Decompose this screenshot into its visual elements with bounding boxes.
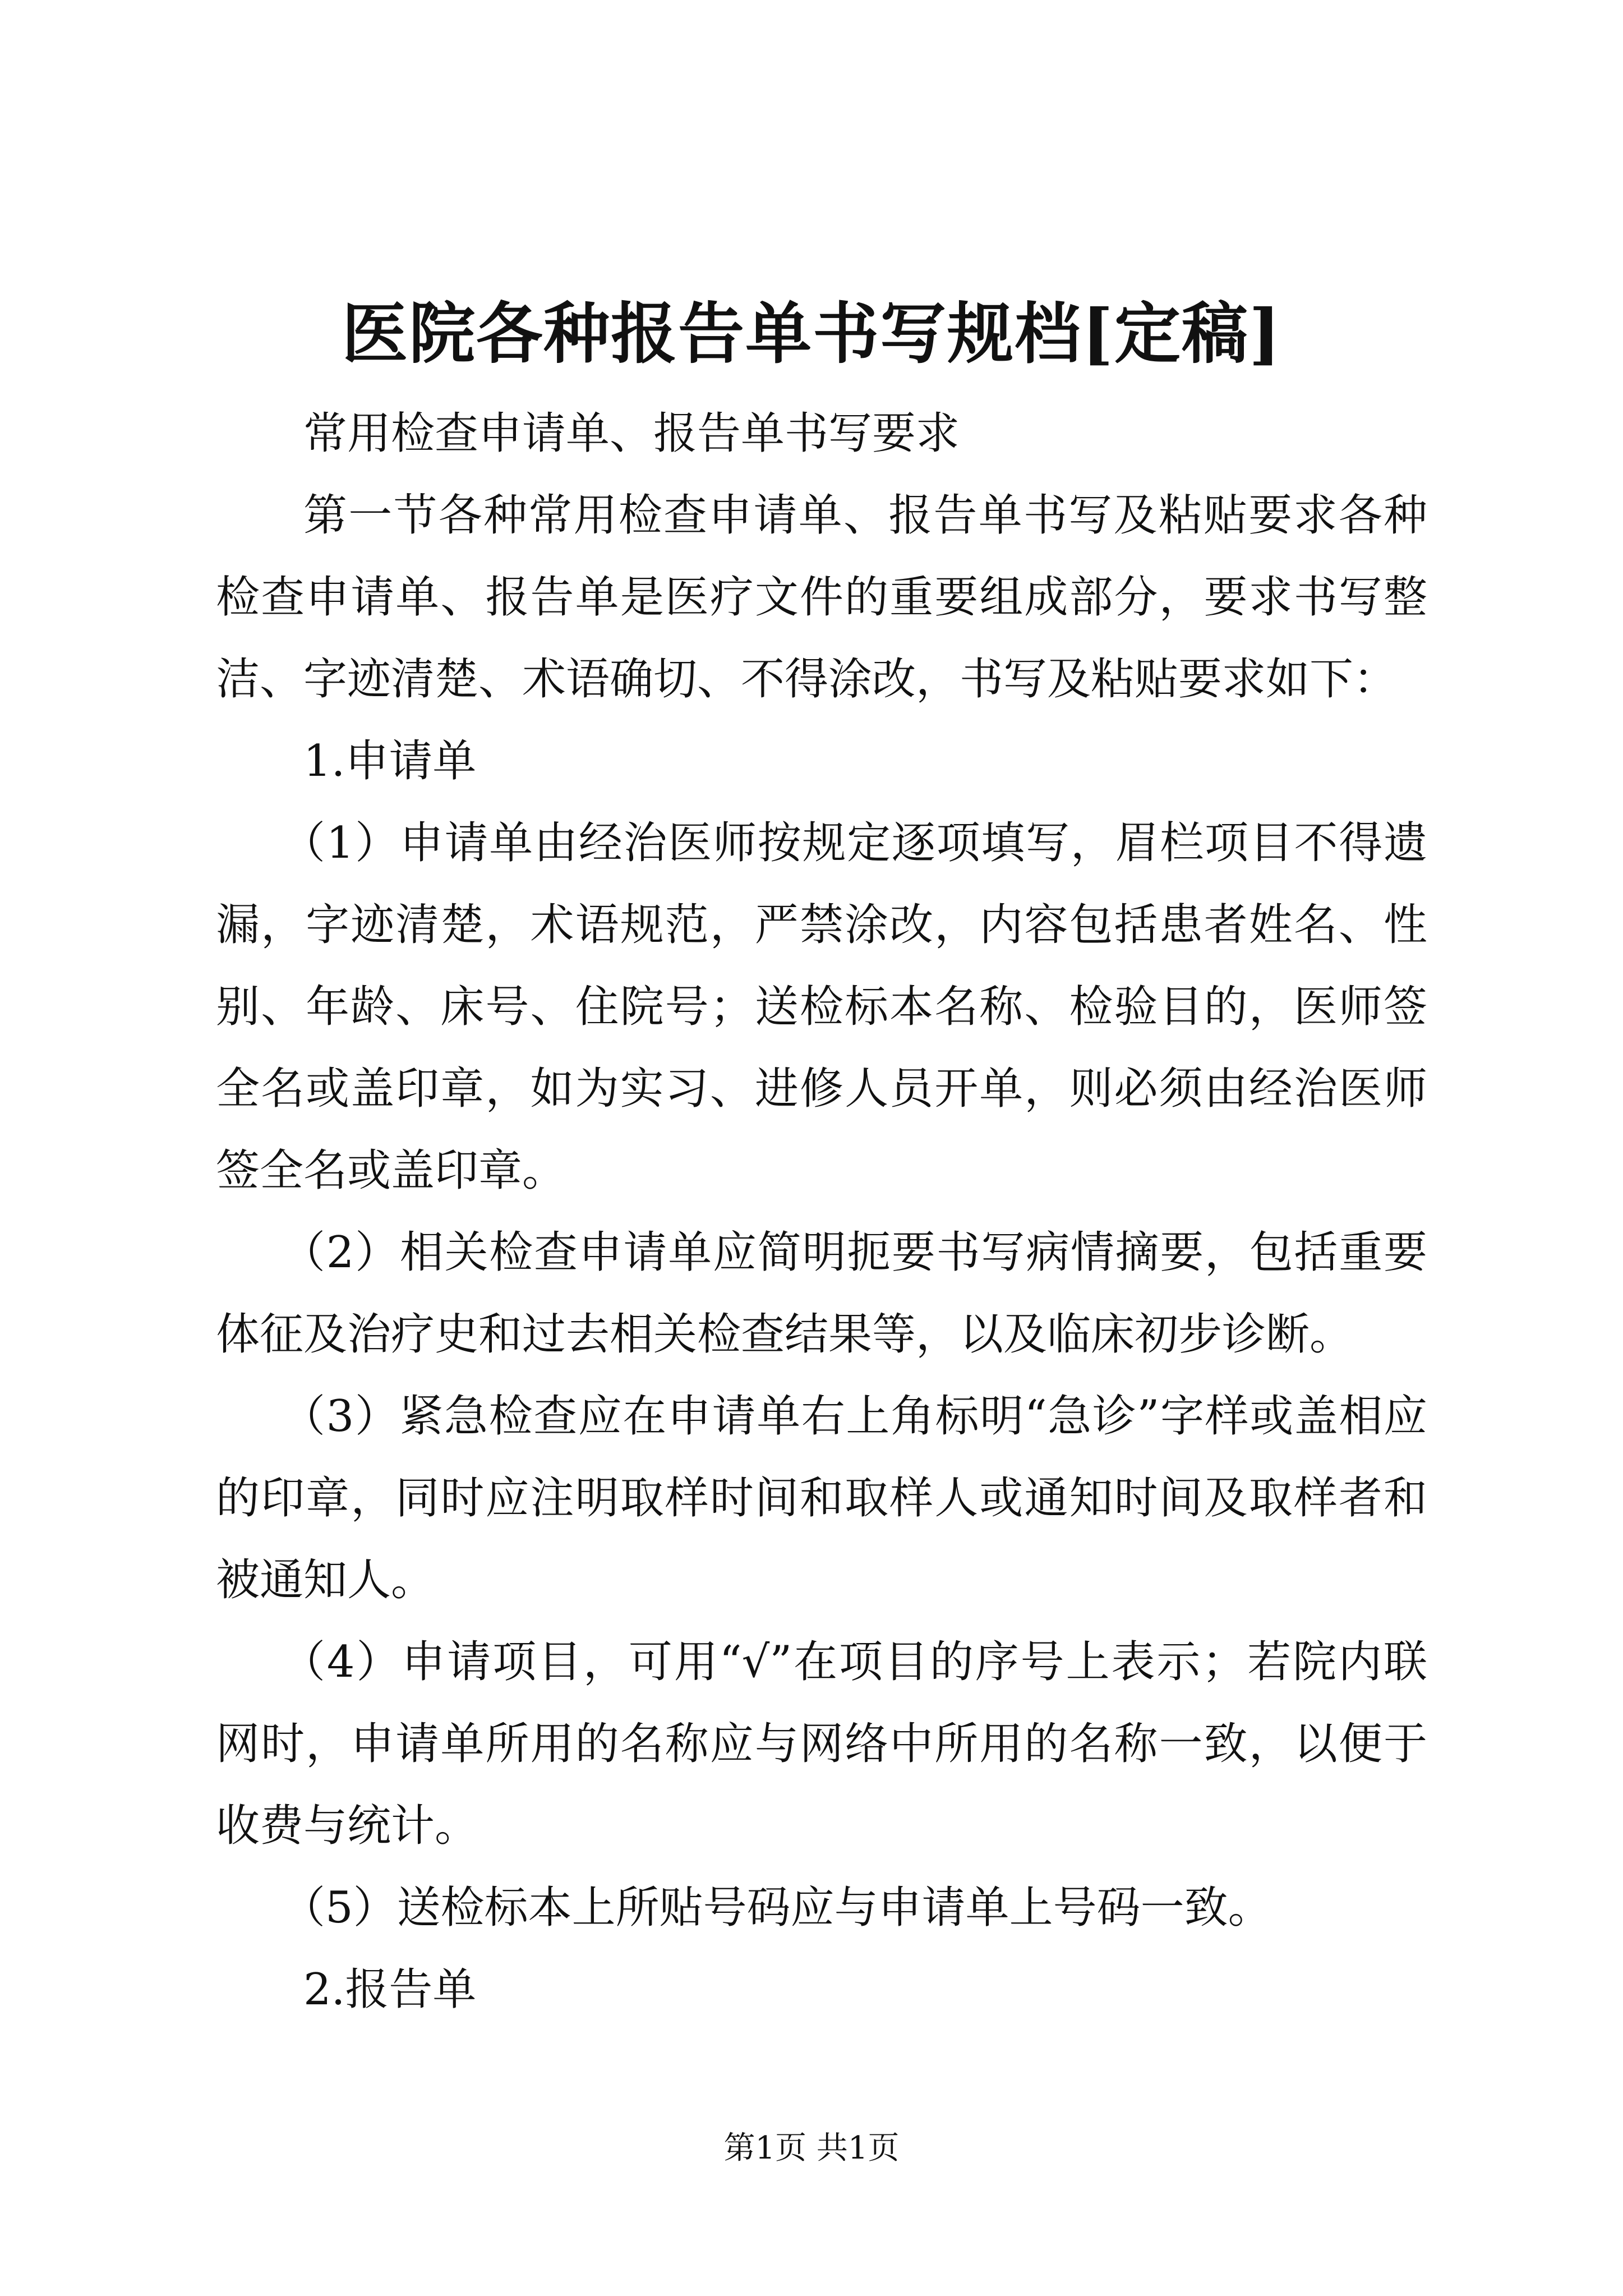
paragraph-item-5: （5）送检标本上所贴号码应与申请单上号码一致。 [282, 1883, 1272, 1933]
subheading-report-form: 2.报告单 [303, 1964, 477, 2015]
document-body [216, 393, 1427, 2031]
paragraph-item-4: （4）申请项目，可用“√”在项目的序号上表示；若院内联网时，申请单所用的名称应与网络中所用的名称一致，以便于收费与统计。 [216, 1637, 1427, 1851]
section-heading: 常用检查申请单、报告单书写要求 [303, 408, 960, 459]
paragraph-intro: 第一节各种常用检查申请单、报告单书写及粘贴要求各种检查申请单、报告单是医疗文件的重要组成部分，要求书写整洁、字迹清楚、术语确切、不得涂改，书写及粘贴要求如下： [216, 490, 1427, 705]
paragraph-item-3: （3）紧急检查应在申请单右上角标明“急诊”字样或盖相应的印章，同时应注明取样时间和取样人或通知时间及取样者和被通知人。 [216, 1391, 1427, 1605]
paragraph-item-2: （2）相关检查申请单应简明扼要书写病情摘要，包括重要体征及治疗史和过去相关检查结果等，以及临床初步诊断。 [216, 1227, 1427, 1360]
paragraph-item-1: （1）申请单由经治医师按规定逐项填写，眉栏项目不得遗漏，字迹清楚，术语规范，严禁涂改，内容包括患者姓名、性别、年龄、床号、住院号；送检标本名称、检验目的，医师签全名或盖印章，如为实习、进修人员开单，则必须由经治医师签全名或盖印章。 [216, 818, 1427, 1196]
document-title: 医院各种报告单书写规档[定稿] [342, 295, 1281, 372]
page-footer: 第1页 共1页 [723, 2130, 900, 2166]
subheading-application-form: 1.申请单 [303, 736, 477, 786]
